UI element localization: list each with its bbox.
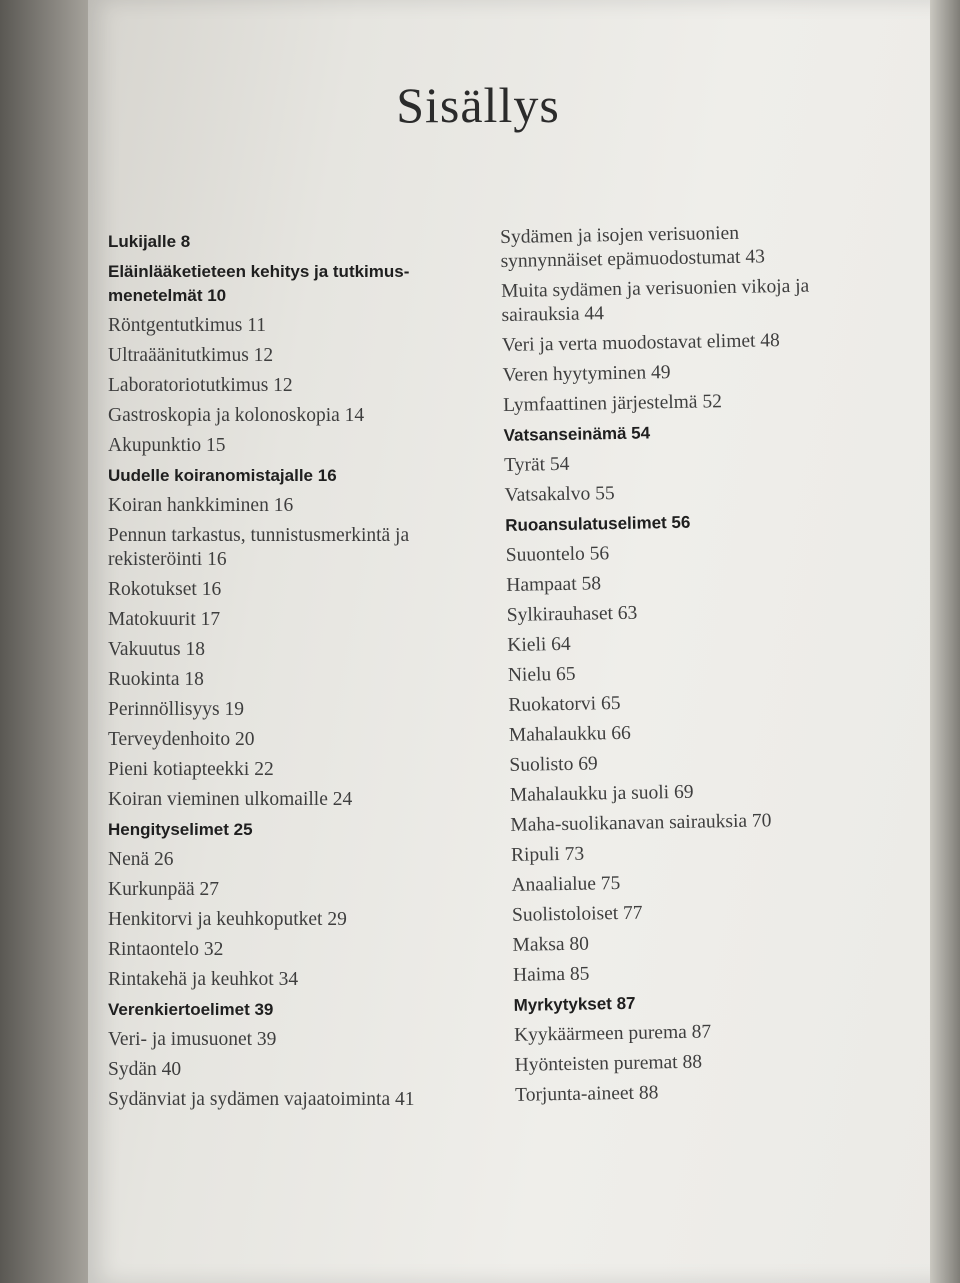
toc-entry: Hampaat 58	[506, 573, 602, 596]
toc-left-column	[108, 226, 478, 1118]
toc-section-heading: Lukijalle 8	[108, 232, 191, 251]
toc-entry: Nielu 65	[507, 663, 576, 686]
toc-entry: Maksa 80	[512, 933, 590, 956]
toc-entry: Maha-suolikanavan sairauksia 70	[510, 810, 772, 836]
toc-entry: Veri ja verta muodostavat elimet 48	[501, 330, 781, 356]
page-edge	[930, 0, 960, 1283]
toc-entry: Pennun tarkastus, tunnistusmerkintä ja rekisteröinti 16	[108, 525, 410, 570]
toc-entry: Veren hyytyminen 49	[502, 362, 671, 386]
toc-entry: Suuontelo 56	[505, 543, 610, 566]
toc-entry: Pieni kotiapteekki 22	[108, 759, 274, 780]
toc-entry: Laboratoriotutkimus 12	[108, 375, 293, 396]
toc-right-column	[500, 220, 855, 1114]
toc-entry: Suolisto 69	[509, 753, 598, 776]
toc-entry: Nenä 26	[108, 849, 174, 870]
toc-entry: Ruokinta 18	[108, 669, 204, 690]
toc-entry: Rintaontelo 32	[108, 939, 224, 960]
page-title: Sisällys	[396, 77, 560, 133]
toc-section-heading: Eläinlääketieteen kehitys ja tutkimus-menetelmät 10	[108, 262, 410, 305]
toc-entry: Suolistoloiset 77	[511, 902, 643, 926]
toc-entry: Koiran vieminen ulkomaille 24	[108, 789, 353, 810]
toc-entry: Gastroskopia ja kolonoskopia 14	[108, 405, 365, 426]
toc-entry: Rintakehä ja keuhkot 34	[108, 969, 299, 990]
toc-entry: Ripuli 73	[510, 843, 585, 866]
toc-entry: Vatsakalvo 55	[504, 483, 615, 506]
toc-entry: Kyykäärmeen purema 87	[513, 1021, 712, 1046]
toc-section-heading: Vatsanseinämä 54	[503, 423, 651, 445]
toc-section-heading: Myrkytykset 87	[513, 993, 636, 1015]
toc-section-heading: Verenkiertoelimet 39	[108, 1000, 274, 1019]
toc-entry: Ruokatorvi 65	[508, 692, 621, 716]
toc-entry: Perinnöllisyys 19	[108, 699, 244, 720]
toc-entry: Haima 85	[512, 963, 590, 986]
toc-entry: Matokuurit 17	[108, 609, 221, 630]
toc-entry: Lymfaattinen järjestelmä 52	[502, 391, 723, 416]
toc-entry: Tyrät 54	[503, 453, 570, 476]
toc-entry: Mahalaukku 66	[508, 722, 631, 746]
toc-entry: Sydämen ja isojen verisuonien synnynnäiset epämuodostumat 43	[500, 222, 766, 272]
toc-section-heading: Ruoansulatuselimet 56	[505, 512, 691, 535]
toc-entry: Torjunta-aineet 88	[514, 1082, 659, 1106]
toc-entry: Ultraäänitutkimus 12	[108, 345, 274, 366]
toc-entry: Kurkunpää 27	[108, 879, 220, 900]
toc-entry: Akupunktio 15	[108, 435, 226, 456]
toc-section-heading: Hengityselimet 25	[108, 820, 253, 839]
toc-entry: Terveydenhoito 20	[108, 729, 255, 750]
toc-entry: Muita sydämen ja verisuonien vikoja ja sairauksia 44	[500, 275, 810, 326]
toc-entry: Henkitorvi ja keuhkoputket 29	[108, 909, 347, 930]
toc-entry: Röntgentutkimus 11	[108, 315, 266, 336]
toc-entry: Mahalaukku ja suoli 69	[509, 781, 694, 806]
toc-entry: Vakuutus 18	[108, 639, 205, 660]
toc-entry: Sylkirauhaset 63	[506, 602, 638, 626]
toc-entry: Kieli 64	[507, 633, 571, 656]
toc-entry: Rokotukset 16	[108, 579, 222, 600]
toc-entry: Hyönteisten puremat 88	[514, 1051, 703, 1076]
toc-entry: Veri- ja imusuonet 39	[108, 1029, 277, 1050]
toc-entry: Anaalialue 75	[511, 873, 621, 896]
toc-entry: Sydän 40	[108, 1059, 182, 1080]
toc-section-heading: Uudelle koiranomistajalle 16	[108, 466, 337, 485]
toc-entry: Sydänviat ja sydämen vajaatoiminta 41	[108, 1089, 415, 1110]
toc-entry: Koiran hankkiminen 16	[108, 495, 294, 516]
